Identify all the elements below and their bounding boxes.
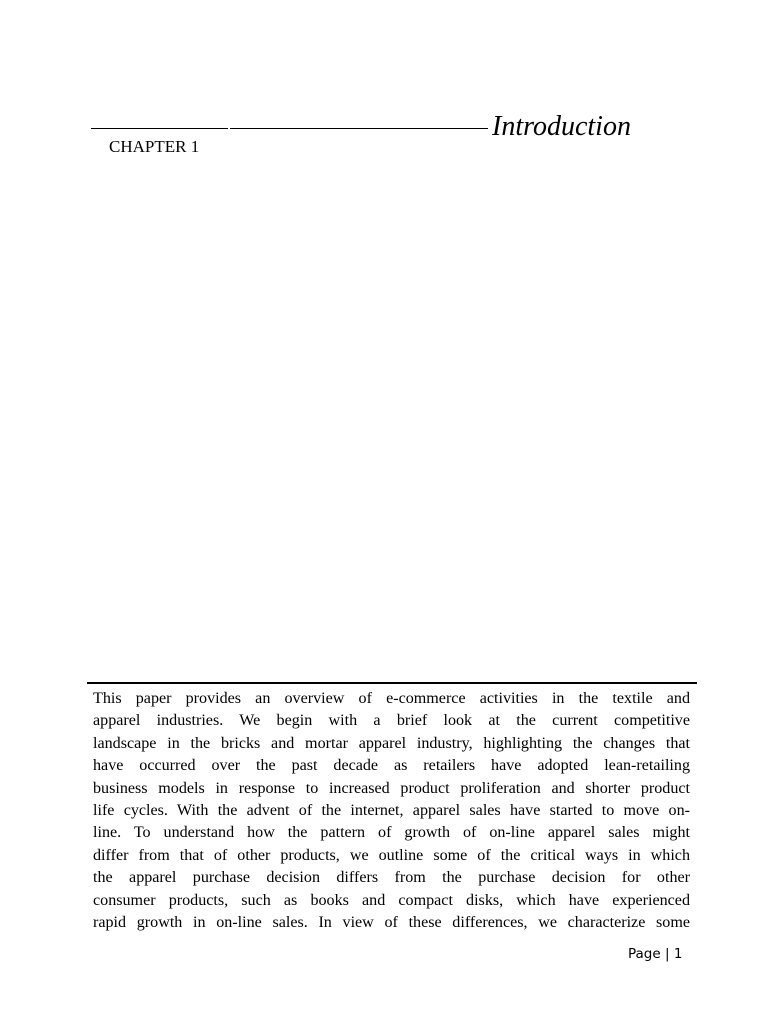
text-line: have occurred over the past decade as retailers have adopted lean-retailing xyxy=(93,757,690,775)
text-line: This paper provides an overview of e-commerce activities in the textile and xyxy=(93,690,690,707)
page-number: Page | 1 xyxy=(628,946,683,962)
text-line: rapid growth in on-line sales. In view of these differences, we characterize some xyxy=(93,914,690,932)
text-line: line. To understand how the pattern of growth of on-line apparel sales might xyxy=(93,824,690,842)
text-line: apparel industries. We begin with a brief look at the current competitive xyxy=(93,712,690,730)
text-line: differ from that of other products, we outline some of the critical ways in which xyxy=(93,846,690,864)
text-line: landscape in the bricks and mortar apparel industry, highlighting the changes that xyxy=(93,734,690,752)
text-line: the apparel purchase decision differs from the purchase decision for other xyxy=(93,869,690,887)
chapter-number: CHAPTER 1 xyxy=(109,137,200,156)
text-line: business models in response to increased product proliferation and shorter product xyxy=(93,779,690,797)
body-divider xyxy=(87,682,697,684)
body-paragraph xyxy=(93,688,690,934)
chapter-title: Introduction xyxy=(492,111,631,142)
header-rule-left xyxy=(91,128,228,129)
text-line: consumer products, such as books and compact disks, which have experienced xyxy=(93,891,690,909)
header-rule-right xyxy=(230,128,488,129)
text-line: life cycles. With the advent of the internet, apparel sales have started to move on- xyxy=(93,802,690,820)
